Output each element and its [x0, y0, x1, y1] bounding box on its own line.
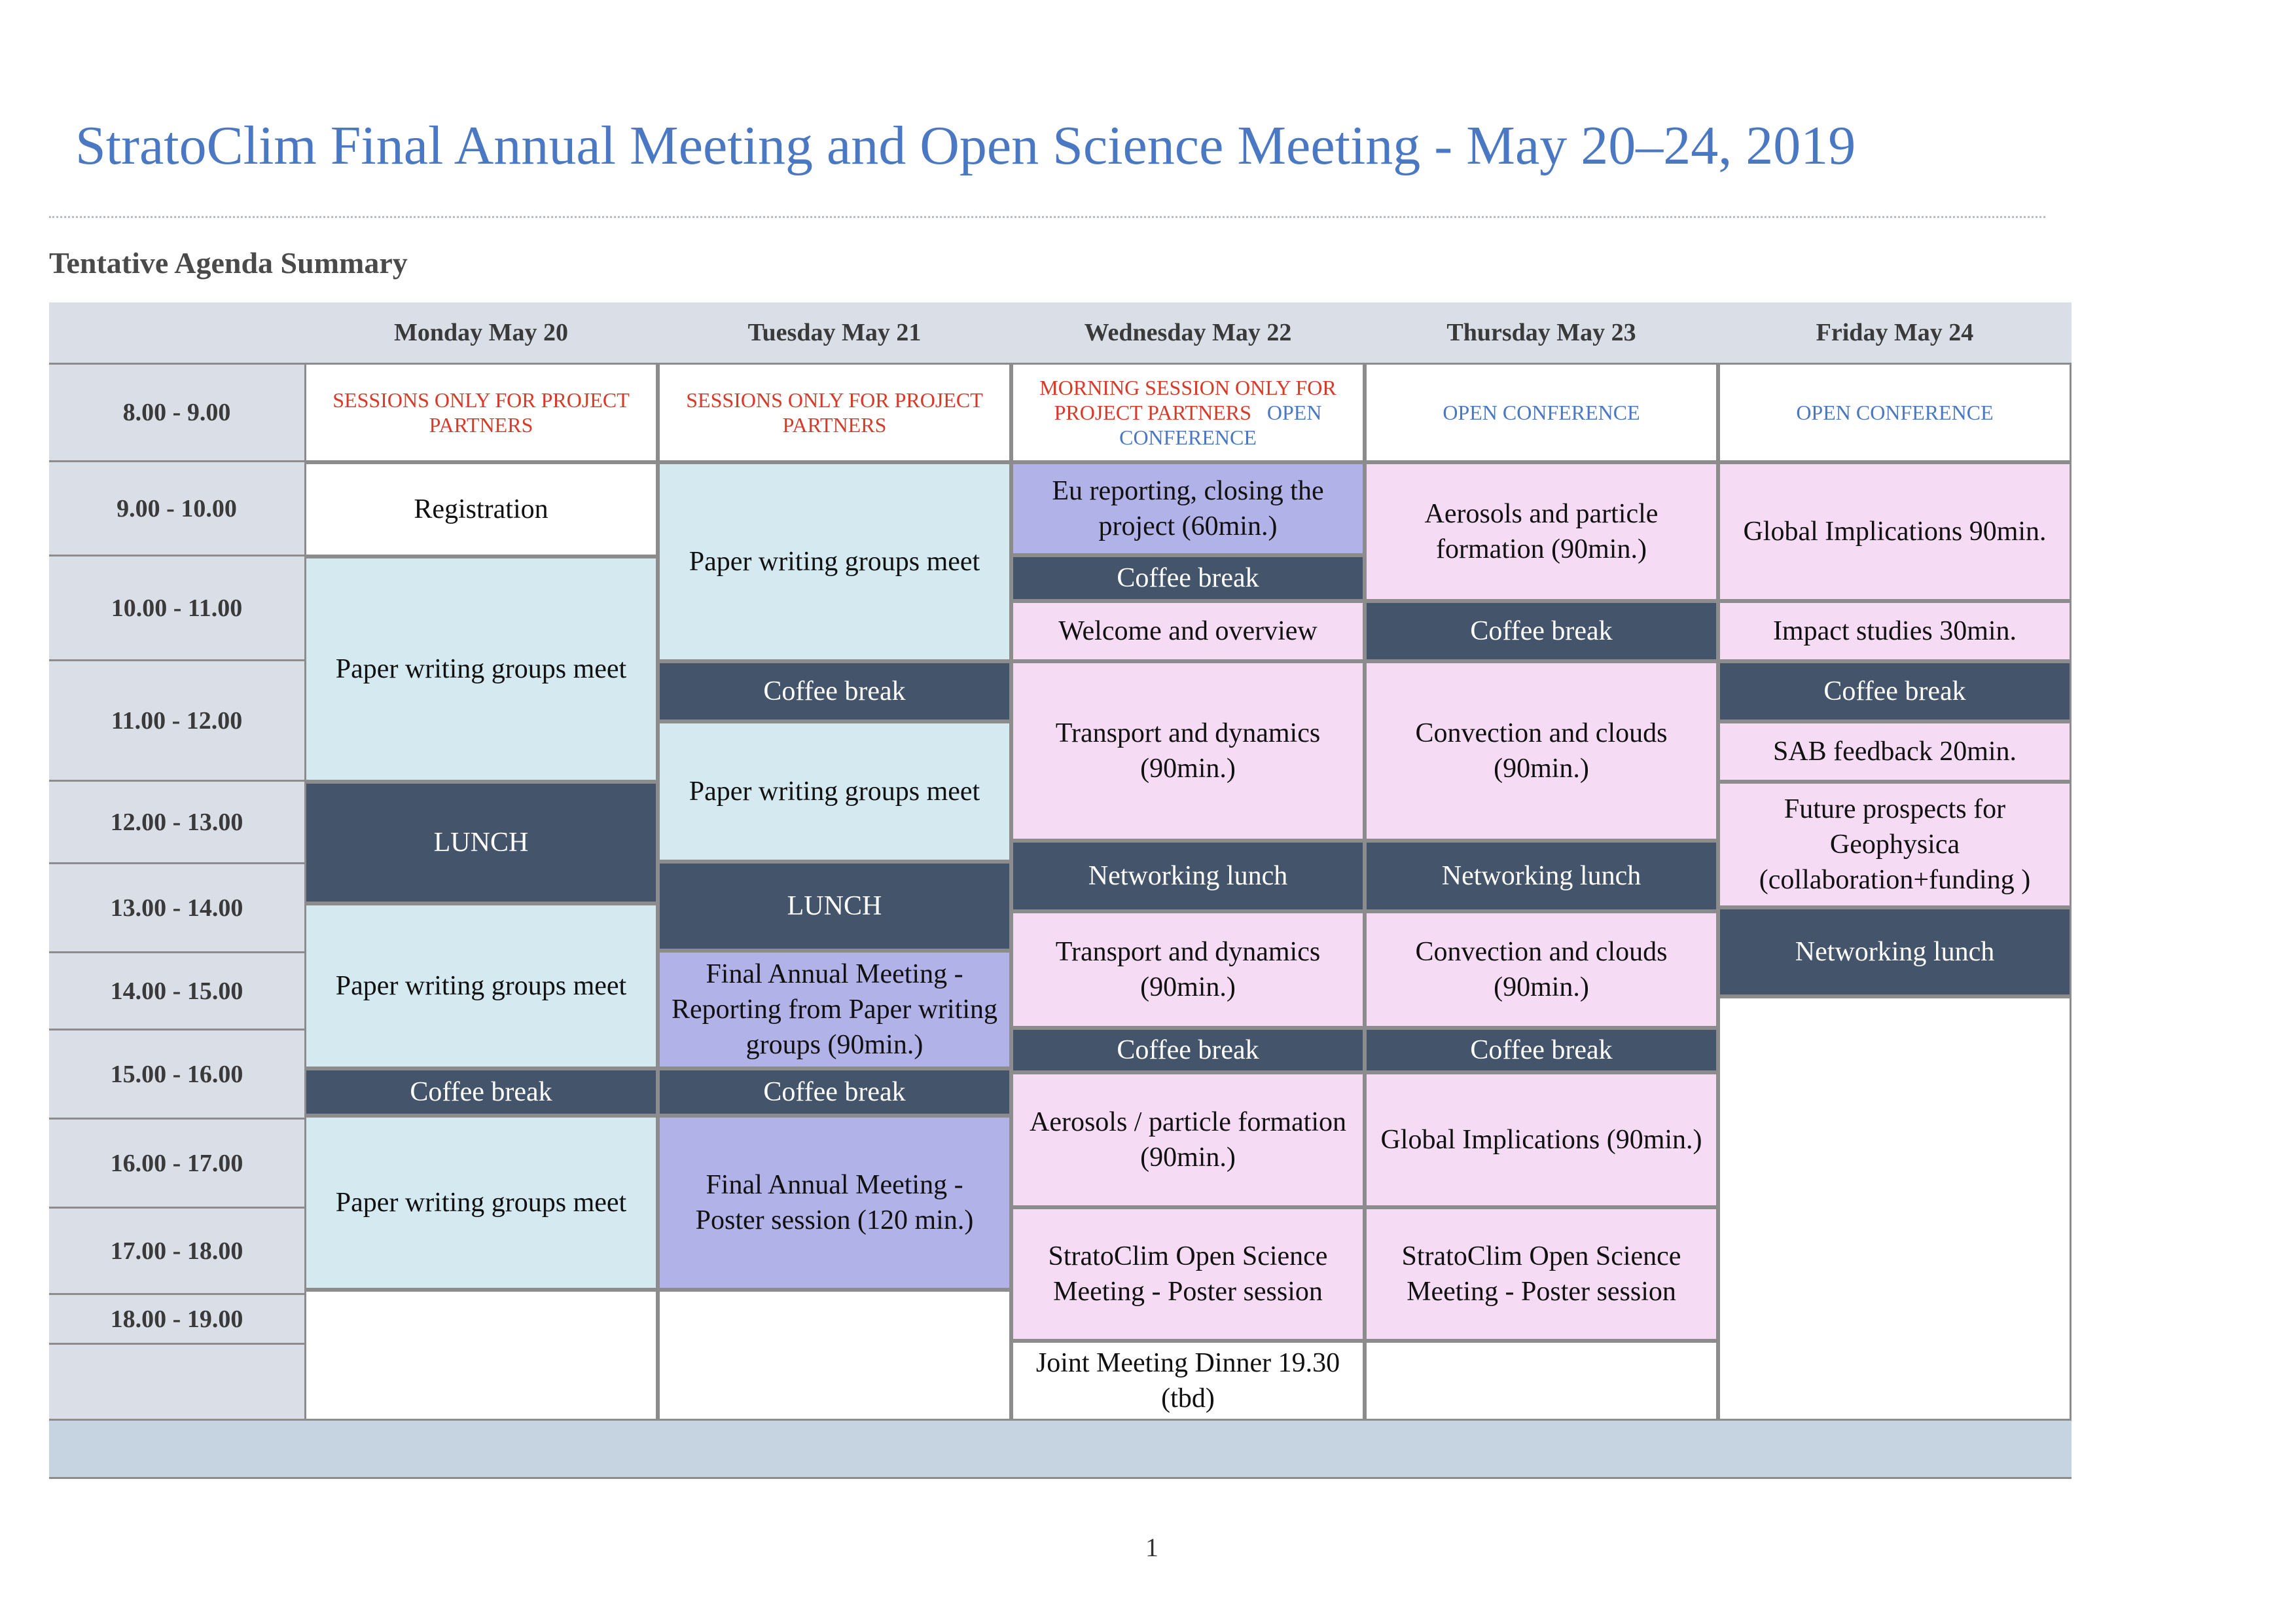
session-paper-writing: Paper writing groups meet	[304, 1116, 658, 1290]
day-header-friday: Friday May 24	[1718, 302, 2072, 363]
session-convection-clouds: Convection and clouds (90min.)	[1365, 661, 1718, 841]
time-slot: 11.00 - 12.00	[49, 661, 304, 782]
session-paper-writing: Paper writing groups meet	[304, 903, 658, 1068]
session-global-implications: Global Implications 90min.	[1718, 462, 2072, 601]
session-transport-dynamics: Transport and dynamics (90min.)	[1011, 661, 1365, 841]
session-networking-lunch: Networking lunch	[1011, 841, 1365, 911]
session-aerosols: Aerosols / particle formation (90min.)	[1011, 1072, 1365, 1207]
session-partners-only: SESSIONS ONLY FOR PROJECT PARTNERS	[304, 363, 658, 462]
session-partners-and-open	[1011, 363, 1365, 462]
session-open-conference: OPEN CONFERENCE	[1365, 363, 1718, 462]
day-header-thursday: Thursday May 23	[1365, 302, 1718, 363]
day-header-wednesday: Wednesday May 22	[1011, 302, 1365, 363]
time-slot: 15.00 - 16.00	[49, 1030, 304, 1120]
session-coffee-break: Coffee break	[658, 661, 1011, 721]
empty-slot	[658, 1290, 1011, 1421]
empty-slot	[1718, 996, 2072, 1421]
session-final-meeting-reporting: Final Annual Meeting - Reporting from Paper writing groups (90min.)	[658, 951, 1011, 1068]
empty-slot	[1365, 1341, 1718, 1421]
time-slot	[49, 1345, 304, 1421]
header-corner	[49, 302, 304, 363]
time-slot: 8.00 - 9.00	[49, 363, 304, 462]
session-networking-lunch: Networking lunch	[1718, 907, 2072, 996]
session-coffee-break: Coffee break	[1718, 661, 2072, 721]
session-coffee-break: Coffee break	[658, 1068, 1011, 1116]
time-slot: 9.00 - 10.00	[49, 462, 304, 556]
session-future-prospects: Future prospects for Geophysica (collaboration+funding )	[1718, 782, 2072, 907]
session-aerosols: Aerosols and particle formation (90min.)	[1365, 462, 1718, 601]
session-coffee-break: Coffee break	[1011, 555, 1365, 601]
session-coffee-break: Coffee break	[304, 1068, 658, 1116]
session-paper-writing: Paper writing groups meet	[658, 721, 1011, 862]
session-poster: StratoClim Open Science Meeting - Poster session	[1011, 1207, 1365, 1341]
table-footer-band	[49, 1421, 2072, 1479]
page-title: StratoClim Final Annual Meeting and Open Science Meeting - May 20–24, 2019	[75, 115, 1856, 176]
time-slot: 17.00 - 18.00	[49, 1209, 304, 1295]
session-transport-dynamics: Transport and dynamics (90min.)	[1011, 911, 1365, 1028]
session-global-implications: Global Implications (90min.)	[1365, 1072, 1718, 1207]
time-slot: 16.00 - 17.00	[49, 1120, 304, 1209]
session-lunch: LUNCH	[304, 782, 658, 903]
partners-only-label: MORNING SESSION ONLY FOR PROJECT PARTNERS	[1039, 376, 1336, 424]
time-slot: 10.00 - 11.00	[49, 556, 304, 661]
time-slot: 12.00 - 13.00	[49, 782, 304, 864]
day-header-tuesday: Tuesday May 21	[658, 302, 1011, 363]
session-poster: StratoClim Open Science Meeting - Poster session	[1365, 1207, 1718, 1341]
time-slot: 18.00 - 19.00	[49, 1295, 304, 1345]
session-welcome: Welcome and overview	[1011, 601, 1365, 661]
session-registration: Registration	[304, 462, 658, 556]
session-dinner: Joint Meeting Dinner 19.30 (tbd)	[1011, 1341, 1365, 1421]
session-open-conference: OPEN CONFERENCE	[1718, 363, 2072, 462]
session-coffee-break: Coffee break	[1365, 1028, 1718, 1072]
open-conference-label: OPEN CONFERENCE	[1119, 401, 1322, 449]
session-paper-writing: Paper writing groups meet	[304, 556, 658, 782]
session-partners-only: SESSIONS ONLY FOR PROJECT PARTNERS	[658, 363, 1011, 462]
session-lunch: LUNCH	[658, 862, 1011, 951]
session-networking-lunch: Networking lunch	[1365, 841, 1718, 911]
day-header-monday: Monday May 20	[304, 302, 658, 363]
session-paper-writing: Paper writing groups meet	[658, 462, 1011, 661]
session-coffee-break: Coffee break	[1011, 1028, 1365, 1072]
page-number: 1	[1145, 1533, 1158, 1562]
empty-slot	[304, 1290, 658, 1421]
session-impact-studies: Impact studies 30min.	[1718, 601, 2072, 661]
time-slot: 14.00 - 15.00	[49, 953, 304, 1030]
session-sab-feedback: SAB feedback 20min.	[1718, 721, 2072, 782]
session-convection-clouds: Convection and clouds (90min.)	[1365, 911, 1718, 1028]
time-slot: 13.00 - 14.00	[49, 864, 304, 953]
session-final-meeting-poster: Final Annual Meeting - Poster session (120 min.)	[658, 1116, 1011, 1290]
session-eu-reporting: Eu reporting, closing the project (60min.)	[1011, 462, 1365, 555]
agenda-subtitle: Tentative Agenda Summary	[49, 246, 408, 280]
session-coffee-break: Coffee break	[1365, 601, 1718, 661]
title-divider	[49, 216, 2045, 218]
